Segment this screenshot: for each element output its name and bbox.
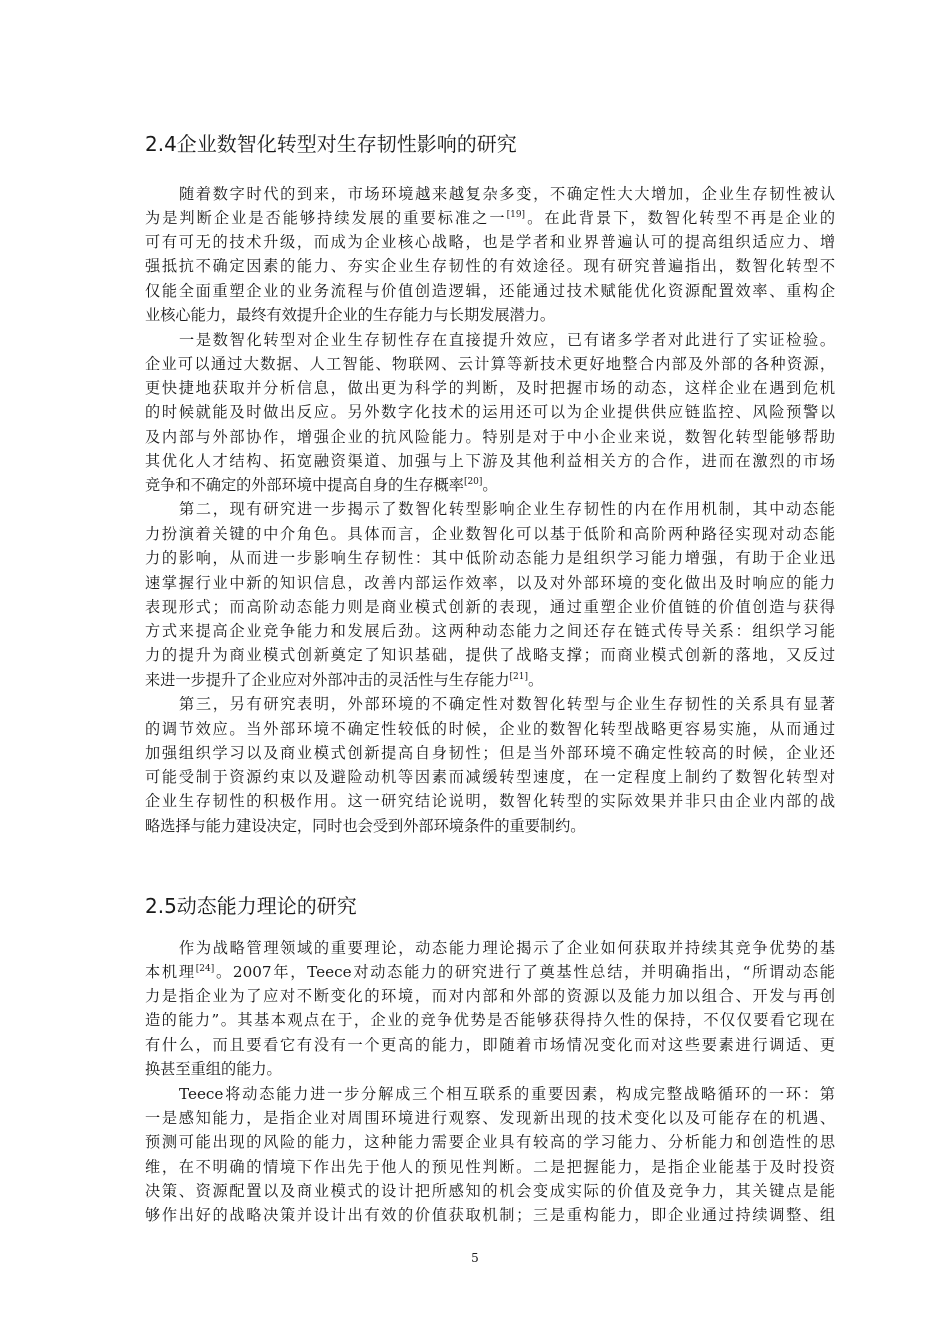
paragraph-line: 作为战略管理领域的重要理论，动态能力理论揭示了企业如何获取并持续其竞争优势的基	[179, 939, 835, 957]
paragraph-line: 可有可无的技术升级，而成为企业核心战略，也是学者和业界普遍认可的提高组织适应力、增	[145, 233, 835, 251]
citation-ref[interactable]: [21]	[509, 672, 528, 682]
paragraph-line: 力扮演着关键的中介角色。具体而言，企业数智化可以基于低阶和高阶两种路径实现对动态能	[145, 525, 835, 543]
paragraph-line: 其优化人才结构、拓宽融资渠道、加强与上下游及其他利益相关方的合作，进而在激烈的市场	[145, 452, 835, 470]
paragraph-line: 力的提升为商业模式创新奠定了知识基础，提供了战略支撑；而商业模式创新的落地，又反过	[145, 646, 835, 664]
paragraph-line: 方式来提高企业竞争能力和发展后劲。这两种动态能力之间还存在链式传导关系：组织学习能	[145, 622, 835, 640]
paragraph-line: 业核心能力，最终有效提升企业的生存能力与长期发展潜力。	[145, 306, 556, 324]
paragraph-line: 维，在不明确的情境下作出先于他人的预见性判断。二是把握能力，是指企业能基于及时投资	[145, 1158, 835, 1176]
citation-ref[interactable]: [24]	[195, 964, 215, 974]
paragraph-line: 可能受制于资源约束以及避险动机等因素而减缓转型速度，在一定程度上制约了数智化转型对	[145, 768, 835, 786]
paragraph-line: 换甚至重组的能力。	[145, 1060, 282, 1078]
paragraph-line: 预测可能出现的风险的能力，这种能力需要企业具有较高的学习能力、分析能力和创造性的思	[145, 1133, 835, 1151]
paragraph-line: 决策、资源配置以及商业模式的设计把所感知的机会变成实际的价值及竞争力，其关键点是能	[145, 1182, 835, 1200]
paragraph-line: 的时候就能及时做出反应。另外数字化技术的运用还可以为企业提供供应链监控、风险预警以	[145, 403, 835, 421]
citation-ref[interactable]: [19]	[506, 210, 526, 220]
paragraph-line: 为是判断企业是否能够持续发展的重要标准之一[19]。在此背景下，数智化转型不再是企业的	[145, 209, 836, 227]
paragraph-line: 力是指企业为了应对不断变化的环境，而对内部和外部的资源以及能力加以组合、开发与再创	[145, 987, 835, 1005]
paragraph-line: 第二，现有研究进一步揭示了数智化转型影响企业生存韧性的内在作用机制，其中动态能	[179, 500, 835, 518]
paragraph-line: 强抵抗不确定因素的能力、夯实企业生存韧性的有效途径。现有研究普遍指出，数智化转型不	[145, 257, 835, 275]
paragraph-line: 竞争和不确定的外部环境中提高自身的生存概率[20]。	[145, 476, 498, 494]
paragraph-line: 一是数智化转型对企业生存韧性存在直接提升效应，已有诸多学者对此进行了实证检验。	[179, 331, 835, 349]
section-heading-2-5: 2.5动态能力理论的研究	[145, 894, 357, 918]
paragraph-line: 本机理[24]。2007年，Teece对动态能力的研究进行了奠基性总结，并明确指出，“所谓动态能	[145, 963, 835, 981]
paragraph-line: 加强组织学习以及商业模式创新提高自身韧性；但是当外部环境不确定性较高的时候，企业还	[145, 744, 835, 762]
paragraph-line: 第三，另有研究表明，外部环境的不确定性对数智化转型与企业生存韧性的关系具有显著	[179, 695, 835, 713]
paragraph-line: 有什么，而且要看它有没有一个更高的能力，即随着市场情况变化而对这些要素进行调适、更	[145, 1036, 835, 1054]
paragraph-line: 及内部与外部协作，增强企业的抗风险能力。特别是对于中小企业来说，数智化转型能够帮助	[145, 428, 835, 446]
paragraph-line: 更快捷地获取并分析信息，做出更为科学的判断，及时把握市场的动态，这样企业在遇到危机	[145, 379, 835, 397]
paragraph-line: 一是感知能力，是指企业对周围环境进行观察、发现新出现的技术变化以及可能存在的机遇、	[145, 1109, 835, 1127]
paragraph-line: 来进一步提升了企业应对外部冲击的灵活性与生存能力[21]。	[145, 671, 544, 689]
page-number: 5	[471, 1251, 479, 1265]
paragraph-line: 的调节效应。当外部环境不确定性较低的时候，企业的数智化转型战略更容易实施，从而通过	[145, 720, 835, 738]
paragraph-line: 企业可以通过大数据、人工智能、物联网、云计算等新技术更好地整合内部及外部的各种资源，	[145, 355, 835, 373]
paragraph-line: 力的影响，从而进一步影响生存韧性：其中低阶动态能力是组织学习能力增强，有助于企业迅	[145, 549, 835, 567]
paragraph-line: 速掌握行业中新的知识信息，改善内部运作效率，以及对外部环境的变化做出及时响应的能力	[145, 574, 835, 592]
paragraph-line: 仅能全面重塑企业的业务流程与价值创造逻辑，还能通过技术赋能优化资源配置效率、重构企	[145, 282, 835, 300]
paragraph-line: Teece将动态能力进一步分解成三个相互联系的重要因素，构成完整战略循环的一环：第	[179, 1085, 835, 1103]
section-heading-2-4: 2.4企业数智化转型对生存韧性影响的研究	[145, 132, 517, 156]
paragraph-line: 造的能力”。其基本观点在于，企业的竞争优势是否能够获得持久性的保持，不仅仅要看它现在	[145, 1011, 835, 1029]
paragraph-line: 表现形式；而高阶动态能力则是商业模式创新的表现，通过重塑企业价值链的价值创造与获得	[145, 598, 835, 616]
paragraph-line: 略选择与能力建设决定，同时也会受到外部环境条件的重要制约。	[145, 817, 586, 835]
paragraph-line: 够作出好的战略决策并设计出有效的价值获取机制；三是重构能力，即企业通过持续调整、组	[145, 1206, 835, 1224]
paragraph-line: 企业生存韧性的积极作用。这一研究结论说明，数智化转型的实际效果并非只由企业内部的战	[145, 792, 835, 810]
paragraph-line: 随着数字时代的到来，市场环境越来越复杂多变，不确定性大大增加，企业生存韧性被认	[179, 185, 835, 203]
citation-ref[interactable]: [20]	[463, 477, 483, 487]
